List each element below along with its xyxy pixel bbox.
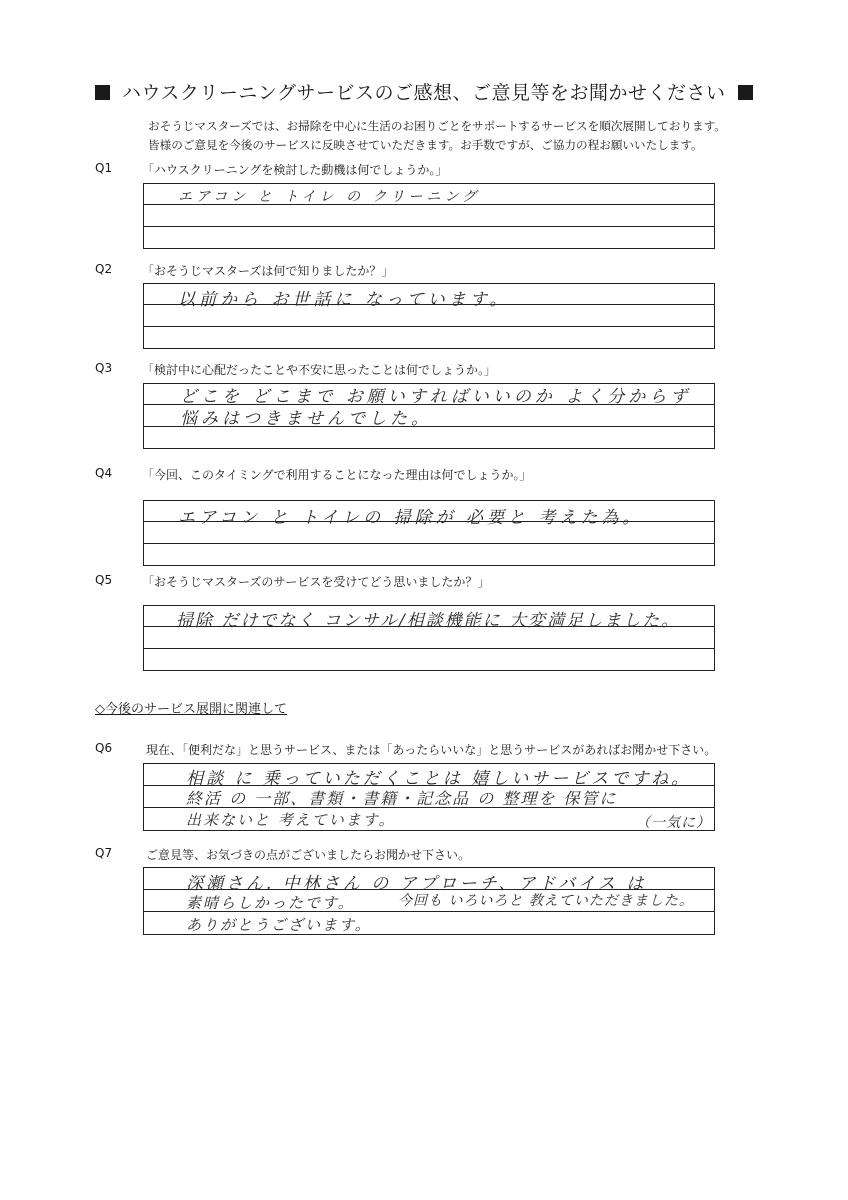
q6-question: 現在、「便利だな」と思うサービス、または「あったらいいな」と思うサービスがあればお聞かせ下さい。 <box>146 743 717 757</box>
q2-number: Q2 <box>95 262 113 276</box>
q3-handwritten-answer-line-2: 悩みはつきませんでした。 <box>180 409 432 429</box>
q2-handwritten-answer: 以前から お世話に なっています。 <box>178 290 511 310</box>
intro-line-1: おそうじマスターズでは、お掃除を中心に生活のお困りごとをサポートするサービスを順次展開しております。 <box>148 119 726 133</box>
q5-handwritten-answer: 掃除 だけでなく コンサル/相談機能に 大変満足しました。 <box>176 611 681 631</box>
q6-handwritten-answer-line-2: 終活 の 一部、書類・書籍・記念品 の 整理を 保管に <box>186 789 618 808</box>
intro-line-2: 皆様のご意見を今後のサービスに反映させていただきます。お手数ですが、ご協力の程お願いいたします。 <box>148 138 703 152</box>
q1-number: Q1 <box>95 161 113 175</box>
ruled-line <box>144 226 714 227</box>
q5-number: Q5 <box>95 573 113 587</box>
q7-question: ご意見等、お気づきの点がございましたらお聞かせ下さい。 <box>146 848 471 862</box>
q6-number: Q6 <box>95 741 113 755</box>
q3-question: 「検討中に心配だったことや不安に思ったことは何でしょうか。」 <box>142 363 497 377</box>
q7-handwritten-answer-line-4: ありがとうございます。 <box>186 916 372 934</box>
q3-handwritten-answer-line-1: どこを どこまで お願いすればいいのか よく分からず <box>180 387 692 407</box>
ruled-line <box>144 648 714 649</box>
section-heading: ◇今後のサービス展開に関連して <box>95 702 287 717</box>
q1-handwritten-answer: エアコン と トイレ の クリーニング <box>178 189 481 205</box>
q3-number: Q3 <box>95 361 113 375</box>
q7-handwritten-answer-line-2: 素晴らしかったです。 <box>186 894 355 912</box>
q7-handwritten-answer-line-1: 深瀬さん. 中林さん の アプローチ、アドバイス は <box>186 874 647 894</box>
q6-handwritten-answer-line-3: 出来ないと 考えています。 <box>186 811 396 829</box>
black-square-icon <box>738 85 753 100</box>
q5-question: 「おそうじマスターズのサービスを受けてどう思いましたか？」 <box>142 575 490 589</box>
ruled-line <box>144 326 714 327</box>
q2-question: 「おそうじマスターズは何で知りましたか？」 <box>142 264 394 278</box>
q7-handwritten-answer-line-3: 今回も いろいろと 教えていただきました。 <box>398 893 694 909</box>
q6-handwritten-answer-line-1: 相談 に 乗っていただくことは 嬉しいサービスですね。 <box>186 769 692 789</box>
q6-handwritten-note: （一気に） <box>636 815 711 831</box>
q4-number: Q4 <box>95 466 113 480</box>
ruled-line <box>144 543 714 544</box>
black-square-icon <box>95 85 110 100</box>
q4-handwritten-answer: エアコン と トイレの 掃除が 必要と 考えた為。 <box>178 508 644 528</box>
page-title: ハウスクリーニングサービスのご感想、ご意見等をお聞かせください <box>95 78 785 105</box>
q7-number: Q7 <box>95 846 113 860</box>
q1-question: 「ハウスクリーニングを検討した動機は何でしょうか。」 <box>142 163 448 177</box>
q4-question: 「今回、このタイミングで利用することになった理由は何でしょうか。」 <box>142 468 532 482</box>
